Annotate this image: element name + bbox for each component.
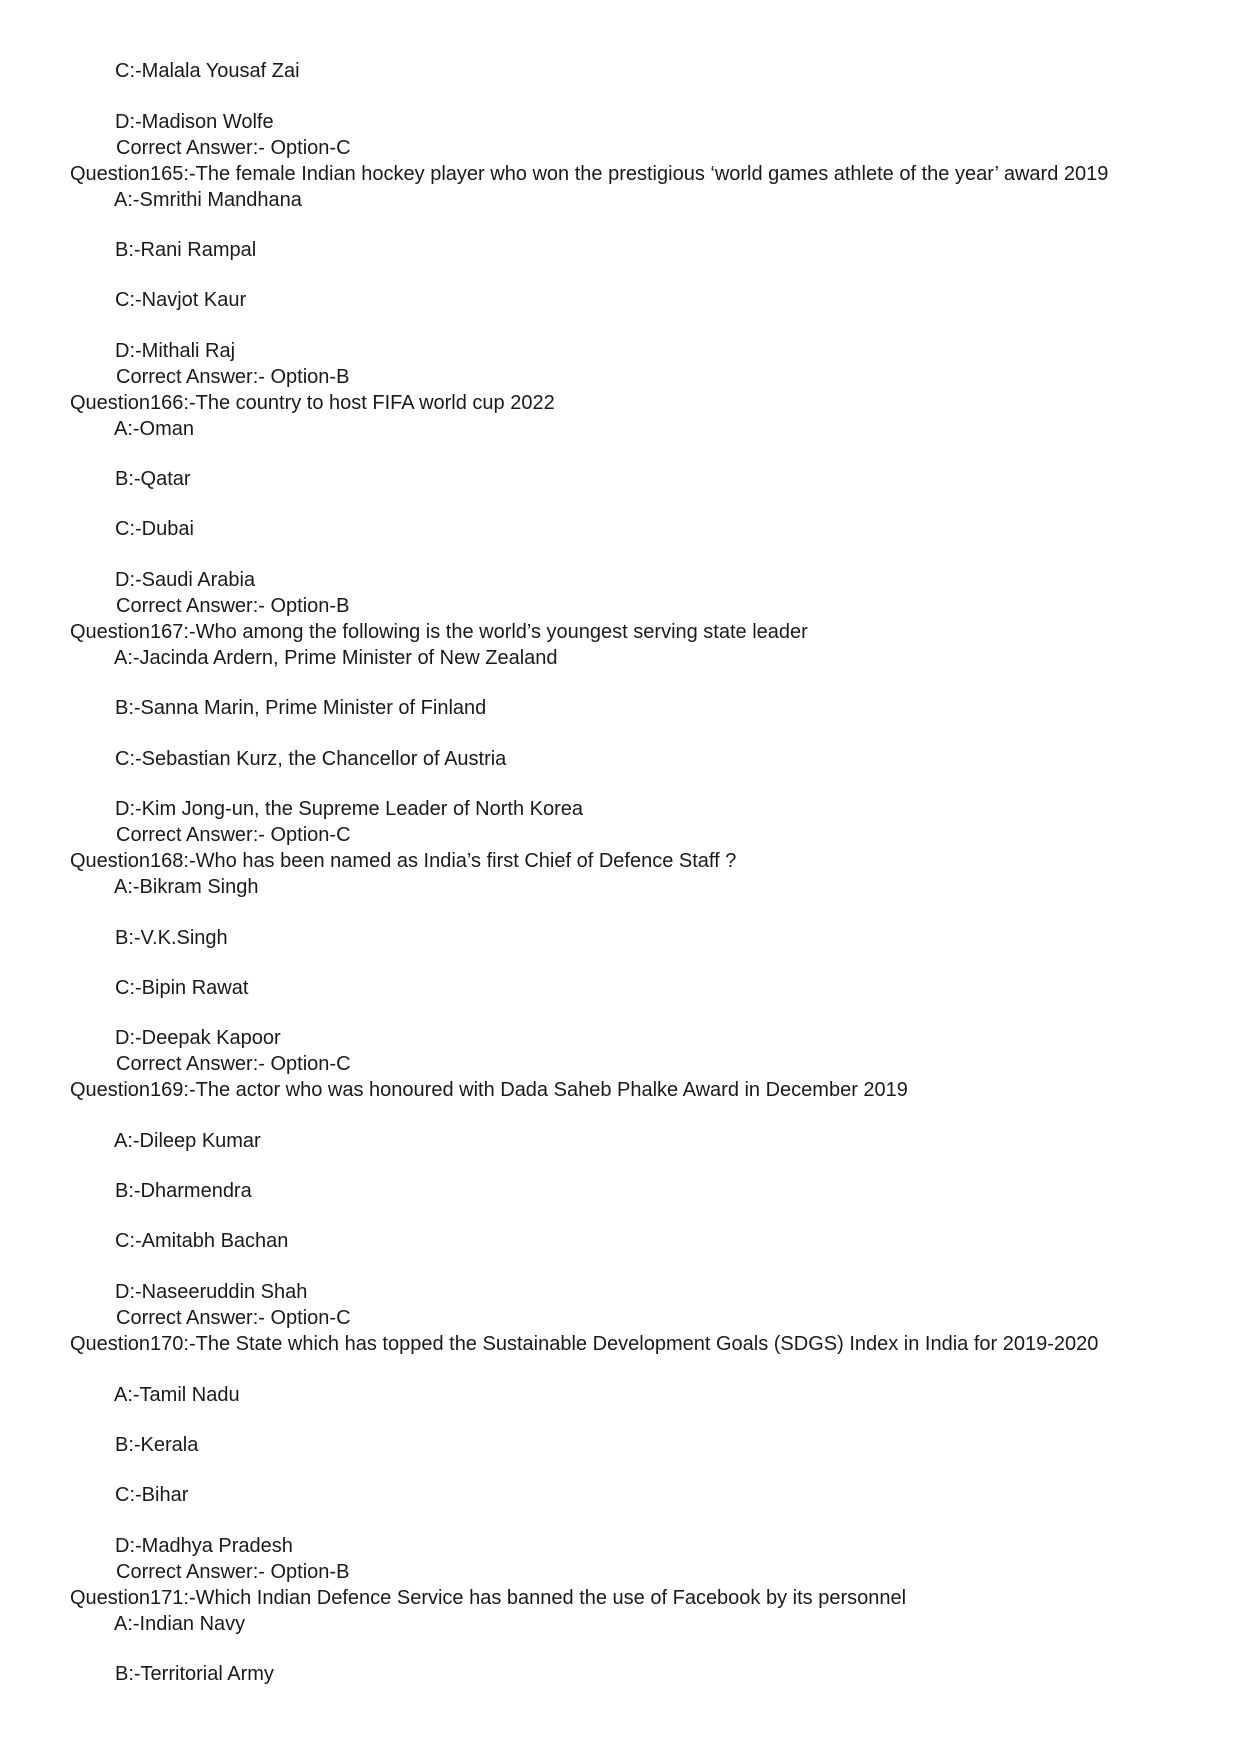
option-a: A:-Jacinda Ardern, Prime Minister of New Zealand bbox=[114, 647, 558, 669]
option-c: C:-Amitabh Bachan bbox=[115, 1230, 289, 1252]
option-c: C:-Dubai bbox=[115, 518, 194, 540]
question-166: Question166:-The country to host FIFA world cup 2022 bbox=[70, 392, 555, 414]
option-d: D:-Madison Wolfe bbox=[115, 111, 274, 133]
option-c: C:-Malala Yousaf Zai bbox=[115, 60, 300, 82]
question-167: Question167:-Who among the following is the world’s youngest serving state leader bbox=[70, 621, 808, 643]
option-c: C:-Sebastian Kurz, the Chancellor of Austria bbox=[115, 748, 507, 770]
option-a: A:-Smrithi Mandhana bbox=[114, 189, 302, 211]
option-c: C:-Bipin Rawat bbox=[115, 977, 249, 999]
option-b: B:-Territorial Army bbox=[115, 1663, 274, 1685]
option-a: A:-Dileep Kumar bbox=[114, 1130, 261, 1152]
correct-answer: Correct Answer:- Option-B bbox=[116, 366, 350, 388]
correct-answer: Correct Answer:- Option-C bbox=[116, 1053, 351, 1075]
option-b: B:-Dharmendra bbox=[115, 1180, 252, 1202]
correct-answer: Correct Answer:- Option-C bbox=[116, 1307, 351, 1329]
option-d: D:-Saudi Arabia bbox=[115, 569, 256, 591]
correct-answer: Correct Answer:- Option-C bbox=[116, 137, 351, 159]
option-b: B:-Kerala bbox=[115, 1434, 199, 1456]
option-a: A:-Indian Navy bbox=[114, 1613, 246, 1635]
option-d: D:-Deepak Kapoor bbox=[115, 1027, 281, 1049]
option-b: B:-V.K.Singh bbox=[115, 927, 228, 949]
question-170: Question170:-The State which has topped the Sustainable Development Goals (SDGS) Index in India for 2019-2020 bbox=[70, 1333, 1099, 1355]
option-c: C:-Bihar bbox=[115, 1484, 189, 1506]
correct-answer: Correct Answer:- Option-B bbox=[116, 1561, 350, 1583]
option-d: D:-Naseeruddin Shah bbox=[115, 1281, 308, 1303]
option-d: D:-Mithali Raj bbox=[115, 340, 236, 362]
option-a: A:-Tamil Nadu bbox=[114, 1384, 240, 1406]
question-169: Question169:-The actor who was honoured with Dada Saheb Phalke Award in December 2019 bbox=[70, 1079, 908, 1101]
option-d: D:-Madhya Pradesh bbox=[115, 1535, 293, 1557]
option-a: A:-Oman bbox=[114, 418, 195, 440]
question-171: Question171:-Which Indian Defence Service has banned the use of Facebook by its personnel bbox=[70, 1587, 907, 1609]
option-b: B:-Qatar bbox=[115, 468, 191, 490]
question-168: Question168:-Who has been named as India’s first Chief of Defence Staff ? bbox=[70, 850, 737, 872]
correct-answer: Correct Answer:- Option-C bbox=[116, 824, 351, 846]
option-a: A:-Bikram Singh bbox=[114, 876, 259, 898]
correct-answer: Correct Answer:- Option-B bbox=[116, 595, 350, 617]
option-d: D:-Kim Jong-un, the Supreme Leader of North Korea bbox=[115, 798, 584, 820]
option-b: B:-Sanna Marin, Prime Minister of Finland bbox=[115, 697, 487, 719]
option-c: C:-Navjot Kaur bbox=[115, 289, 247, 311]
question-165: Question165:-The female Indian hockey player who won the prestigious ‘world games athlete of the year’ award 2019 bbox=[70, 163, 1109, 185]
option-b: B:-Rani Rampal bbox=[115, 239, 257, 261]
